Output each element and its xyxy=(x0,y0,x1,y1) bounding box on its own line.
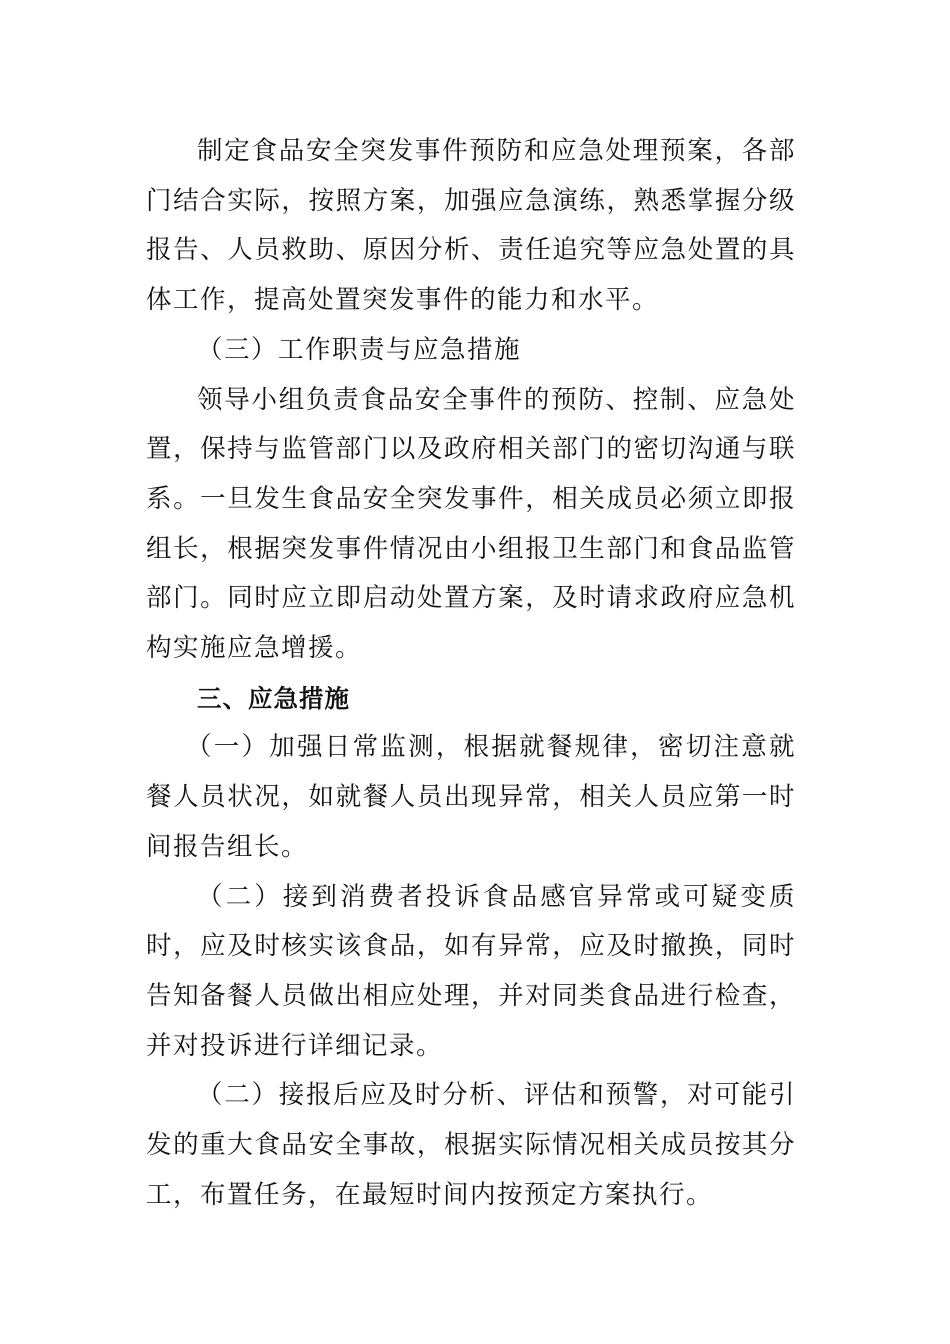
paragraph-emergency-plan: 制定食品安全突发事件预防和应急处理预案，各部门结合实际，按照方案，加强应急演练，熟悉掌握分级报告、人员救助、原因分析、责任追究等应急处置的具体工作，提高处置突发事件的能力和水平。 xyxy=(146,136,796,316)
paragraph-analysis-warning: （二）接报后应及时分析、评估和预警，对可能引发的重大食品安全事故，根据实际情况相关成员按其分工，布置任务，在最短时间内按预定方案执行。 xyxy=(146,1080,796,1210)
paragraph-consumer-complaints: （二）接到消费者投诉食品感官异常或可疑变质时，应及时核实该食品，如有异常，应及时撤换，同时告知备餐人员做出相应处理，并对同类食品进行检查，并对投诉进行详细记录。 xyxy=(146,881,796,1061)
paragraph-leadership-group: 领导小组负责食品安全事件的预防、控制、应急处置，保持与监管部门以及政府相关部门的密切沟通与联系。一旦发生食品安全突发事件，相关成员必须立即报组长，根据突发事件情况由小组报卫生部门和食品监管部门。同时应立即启动处置方案，及时请求政府应急机构实施应急增援。 xyxy=(146,384,796,664)
section-heading-emergency-measures: 三、应急措施 xyxy=(197,683,350,713)
document-body xyxy=(146,127,796,1220)
subheading-duties-measures: （三）工作职责与应急措施 xyxy=(197,334,522,365)
paragraph-daily-monitoring: （一）加强日常监测，根据就餐规律，密切注意就餐人员状况，如就餐人员出现异常，相关人员应第一时间报告组长。 xyxy=(146,732,796,862)
